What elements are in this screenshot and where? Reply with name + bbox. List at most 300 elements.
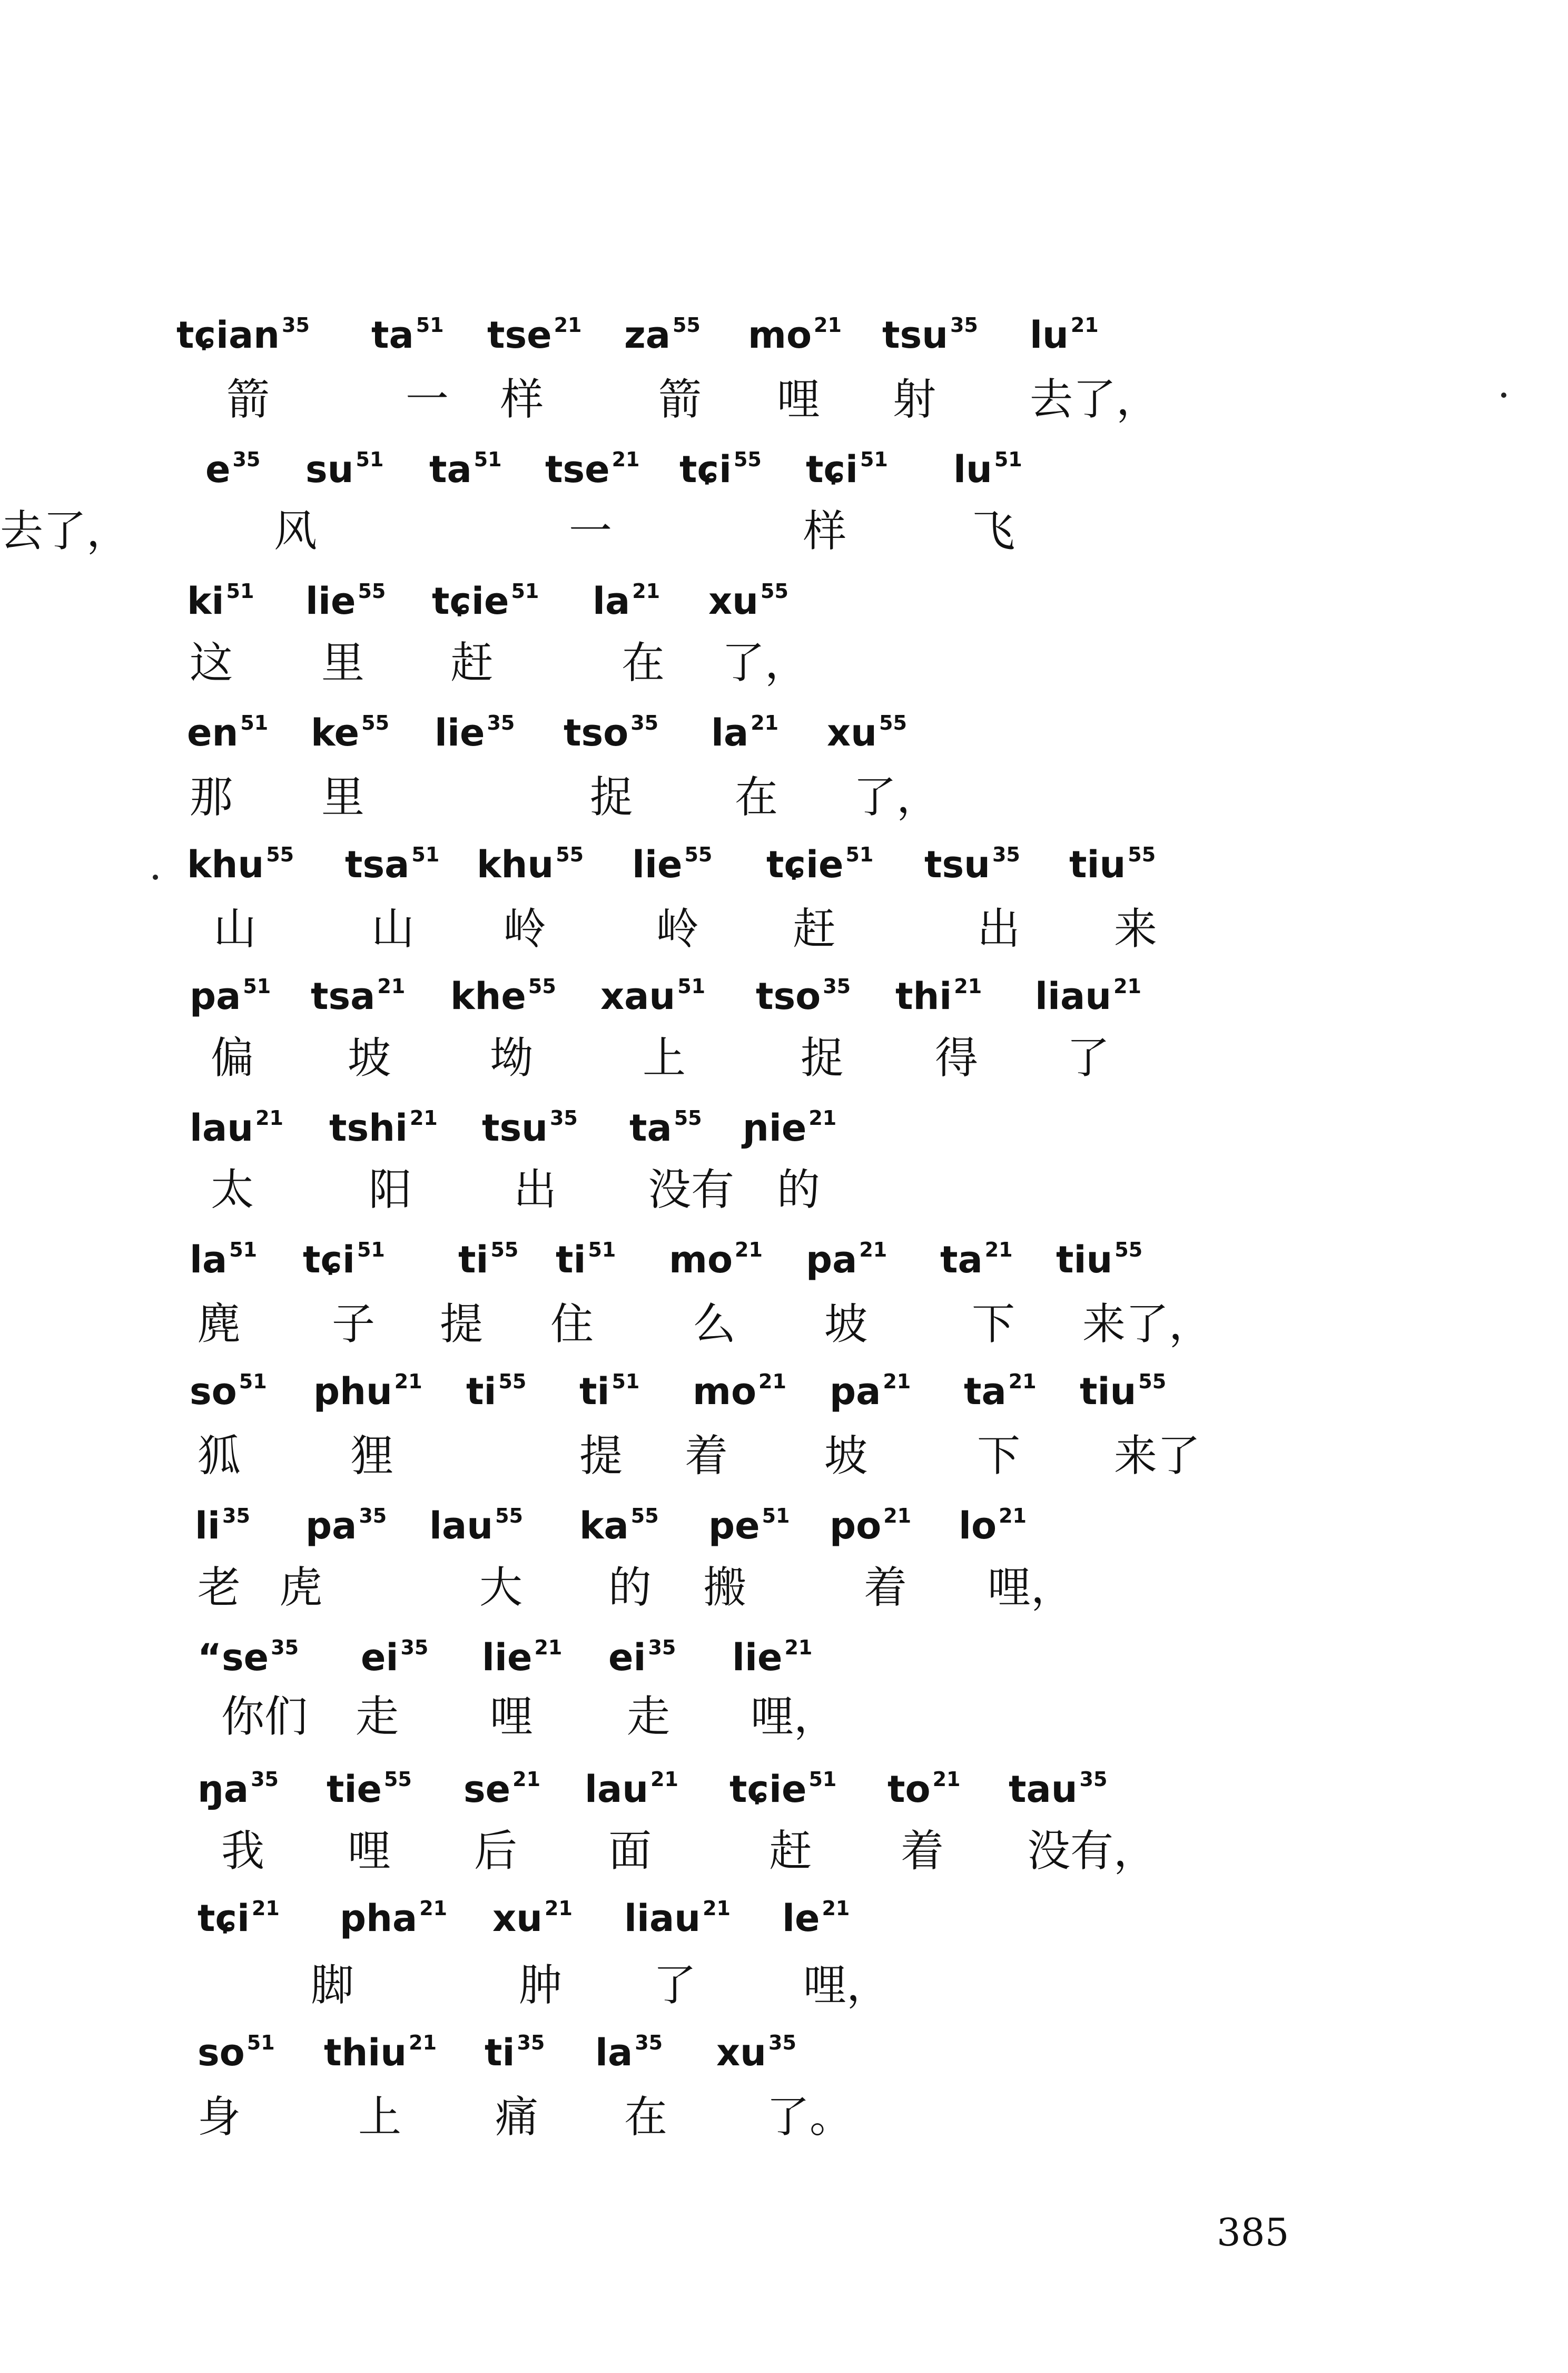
tone-number: 35 bbox=[400, 1636, 429, 1659]
tone-number: 21 bbox=[255, 1106, 283, 1130]
gloss-word: 箭 bbox=[658, 375, 702, 425]
tone-number: 21 bbox=[883, 1370, 911, 1393]
ipa-segment: tie bbox=[327, 1768, 382, 1811]
ipa-segment: ta bbox=[371, 313, 414, 357]
ipa-syllable bbox=[435, 711, 515, 754]
tone-number: 35 bbox=[1079, 1768, 1108, 1791]
gloss-word: 出 bbox=[514, 1165, 557, 1215]
gloss-word: 么 bbox=[693, 1299, 736, 1349]
ipa-segment: ta bbox=[429, 448, 472, 491]
tone-number: 21 bbox=[1113, 975, 1141, 998]
gloss-word: 提 bbox=[440, 1299, 484, 1349]
gloss-word: 样 bbox=[500, 375, 544, 425]
ipa-syllable bbox=[624, 1897, 731, 1940]
ipa-segment: liau bbox=[624, 1897, 701, 1940]
tone-number: 21 bbox=[1070, 313, 1099, 337]
ipa-segment: phu bbox=[313, 1370, 392, 1413]
ipa-segment: xu bbox=[492, 1897, 543, 1940]
ipa-segment: ti bbox=[556, 1238, 586, 1281]
gloss-word: 提 bbox=[579, 1431, 623, 1481]
tone-number: 51 bbox=[226, 580, 254, 603]
gloss-word: 着 bbox=[901, 1826, 944, 1876]
ipa-syllable bbox=[190, 975, 271, 1018]
ipa-syllable bbox=[629, 1106, 702, 1150]
ipa-syllable bbox=[766, 843, 874, 886]
ipa-syllable bbox=[708, 580, 788, 623]
tone-number: 35 bbox=[487, 711, 515, 734]
ipa-segment: tso bbox=[756, 975, 821, 1018]
tone-number: 55 bbox=[672, 313, 701, 337]
ipa-syllable bbox=[485, 2031, 545, 2074]
tone-number: 55 bbox=[761, 580, 788, 603]
ipa-syllable bbox=[1009, 1768, 1108, 1811]
ipa-syllable bbox=[748, 313, 842, 357]
gloss-word: 在 bbox=[735, 772, 778, 822]
tone-number: 35 bbox=[282, 313, 310, 337]
ipa-segment: tɕi bbox=[679, 448, 732, 491]
gloss-line bbox=[0, 1820, 1568, 1894]
ipa-line bbox=[0, 1494, 1568, 1567]
ipa-segment: tɕie bbox=[432, 580, 509, 623]
ipa-segment: tiu bbox=[1056, 1238, 1113, 1281]
ipa-segment: tse bbox=[545, 448, 610, 491]
gloss-word: 狸 bbox=[350, 1431, 394, 1481]
ipa-syllable bbox=[579, 1504, 659, 1547]
gloss-line bbox=[0, 2086, 1568, 2160]
ipa-line bbox=[0, 964, 1568, 1038]
gloss-word: 样 bbox=[803, 506, 847, 556]
gloss-word: 山 bbox=[213, 904, 257, 954]
gloss-line bbox=[0, 369, 1568, 443]
ipa-syllable bbox=[464, 1768, 541, 1811]
ipa-line bbox=[0, 303, 1568, 377]
ipa-line bbox=[0, 1886, 1568, 1960]
gloss-line bbox=[0, 1955, 1568, 2028]
ipa-segment: tɕi bbox=[806, 448, 858, 491]
gloss-word: 的 bbox=[608, 1563, 652, 1613]
gloss-word: 在 bbox=[624, 2092, 668, 2142]
ipa-segment: en bbox=[187, 711, 239, 754]
ipa-segment: ta bbox=[964, 1370, 1007, 1413]
ipa-syllable bbox=[1030, 313, 1099, 357]
tone-number: 51 bbox=[411, 843, 440, 866]
ipa-syllable bbox=[187, 843, 294, 886]
ipa-segment: la bbox=[593, 580, 630, 623]
gloss-word: 坡 bbox=[824, 1431, 868, 1481]
ipa-segment: xu bbox=[827, 711, 877, 754]
ipa-syllable bbox=[579, 1370, 640, 1413]
gloss-word: 岭 bbox=[503, 904, 547, 954]
ipa-segment: za bbox=[624, 313, 670, 357]
ipa-segment: su bbox=[305, 448, 354, 491]
tone-number: 21 bbox=[650, 1768, 678, 1791]
ink-speck bbox=[1501, 393, 1506, 398]
ipa-segment: ɲie bbox=[743, 1106, 807, 1150]
ipa-syllable bbox=[556, 1238, 616, 1281]
ipa-syllable bbox=[361, 1636, 429, 1679]
ipa-syllable bbox=[953, 448, 1022, 491]
ipa-syllable bbox=[190, 1106, 283, 1150]
tone-number: 21 bbox=[419, 1897, 448, 1920]
tone-number: 55 bbox=[495, 1504, 523, 1527]
tone-number: 55 bbox=[266, 843, 294, 866]
ipa-syllable bbox=[187, 580, 254, 623]
gloss-word: 下 bbox=[977, 1431, 1021, 1481]
ipa-segment: po bbox=[830, 1504, 882, 1547]
ipa-segment: ti bbox=[579, 1370, 610, 1413]
ipa-segment: lie bbox=[305, 580, 356, 623]
ipa-syllable bbox=[477, 843, 584, 886]
gloss-word: 身 bbox=[198, 2092, 241, 2142]
tone-number: 35 bbox=[251, 1768, 279, 1791]
ipa-syllable bbox=[827, 711, 907, 754]
ipa-syllable bbox=[1080, 1370, 1167, 1413]
ipa-syllable bbox=[595, 2031, 663, 2074]
tone-number: 21 bbox=[999, 1504, 1027, 1527]
gloss-line bbox=[0, 632, 1568, 706]
ipa-syllable bbox=[1056, 1238, 1143, 1281]
gloss-word: 没有 bbox=[648, 1165, 735, 1215]
ipa-syllable bbox=[1035, 975, 1141, 1018]
tone-number: 55 bbox=[1115, 1238, 1143, 1261]
tone-number: 51 bbox=[808, 1768, 837, 1791]
ink-speck bbox=[153, 875, 158, 880]
tone-number: 21 bbox=[703, 1897, 731, 1920]
tone-number: 55 bbox=[684, 843, 713, 866]
gloss-word: 你们 bbox=[221, 1692, 308, 1742]
ipa-syllable bbox=[450, 975, 556, 1018]
tone-number: 51 bbox=[677, 975, 706, 998]
ipa-segment: ka bbox=[579, 1504, 629, 1547]
tone-number: 21 bbox=[932, 1768, 961, 1791]
ipa-segment: tiu bbox=[1080, 1370, 1137, 1413]
ipa-segment: tso bbox=[564, 711, 629, 754]
tone-number: 51 bbox=[246, 2031, 275, 2054]
ipa-segment: tsu bbox=[882, 313, 948, 357]
ipa-syllable bbox=[895, 975, 982, 1018]
ipa-segment: thi bbox=[895, 975, 952, 1018]
gloss-word: 脚 bbox=[311, 1960, 354, 2011]
ipa-line bbox=[0, 437, 1568, 511]
ipa-segment: xau bbox=[600, 975, 676, 1018]
gloss-word: 后 bbox=[474, 1826, 518, 1876]
tone-number: 21 bbox=[751, 711, 779, 734]
ipa-segment: mo bbox=[693, 1370, 757, 1413]
tone-number: 51 bbox=[357, 1238, 385, 1261]
gloss-word: 偏 bbox=[211, 1033, 254, 1083]
tone-number: 35 bbox=[359, 1504, 387, 1527]
gloss-word: 得 bbox=[935, 1033, 979, 1083]
ipa-syllable bbox=[458, 1238, 519, 1281]
tone-number: 55 bbox=[879, 711, 907, 734]
gloss-word: 这 bbox=[190, 638, 233, 688]
ipa-syllable bbox=[492, 1897, 573, 1940]
gloss-word: 上 bbox=[643, 1033, 686, 1083]
ipa-syllable bbox=[732, 1636, 813, 1679]
tone-number: 35 bbox=[549, 1106, 578, 1130]
tone-number: 21 bbox=[534, 1636, 563, 1659]
tone-number: 21 bbox=[409, 2031, 437, 2054]
ipa-syllable bbox=[959, 1504, 1027, 1547]
gloss-line bbox=[0, 1557, 1568, 1631]
ipa-syllable bbox=[340, 1897, 448, 1940]
gloss-word: 一 bbox=[569, 506, 613, 556]
ipa-syllable bbox=[429, 1504, 523, 1547]
ipa-syllable bbox=[830, 1504, 912, 1547]
ipa-syllable bbox=[782, 1897, 850, 1940]
gloss-line bbox=[0, 767, 1568, 840]
gloss-word: 大 bbox=[479, 1563, 523, 1613]
ipa-line bbox=[0, 1096, 1568, 1170]
ipa-line bbox=[0, 1757, 1568, 1831]
gloss-word: 着 bbox=[864, 1563, 908, 1613]
ipa-segment: ki bbox=[187, 580, 224, 623]
tone-number: 21 bbox=[251, 1897, 280, 1920]
ipa-syllable bbox=[806, 1238, 887, 1281]
ipa-syllable bbox=[964, 1370, 1037, 1413]
gloss-word: 捉 bbox=[801, 1033, 844, 1083]
ipa-segment: ta bbox=[629, 1106, 672, 1150]
gloss-word: 哩， bbox=[751, 1692, 837, 1742]
ipa-segment: tiu bbox=[1069, 843, 1126, 886]
tone-number: 35 bbox=[648, 1636, 676, 1659]
tone-number: 51 bbox=[474, 448, 502, 471]
tone-number: 55 bbox=[358, 580, 386, 603]
ipa-segment: khu bbox=[477, 843, 554, 886]
ipa-line bbox=[0, 569, 1568, 643]
ipa-segment: tɕi bbox=[303, 1238, 355, 1281]
ipa-syllable bbox=[429, 448, 502, 491]
ipa-segment: mo bbox=[669, 1238, 733, 1281]
ipa-syllable bbox=[887, 1768, 961, 1811]
ipa-syllable bbox=[313, 1370, 422, 1413]
ipa-segment: ti bbox=[485, 2031, 515, 2074]
ipa-segment: e bbox=[205, 448, 231, 491]
gloss-word: 风 bbox=[274, 506, 318, 556]
ipa-syllable bbox=[600, 975, 706, 1018]
tone-number: 55 bbox=[674, 1106, 702, 1130]
ipa-syllable bbox=[756, 975, 851, 1018]
gloss-line bbox=[0, 1425, 1568, 1499]
ipa-line bbox=[0, 1228, 1568, 1301]
ipa-syllable bbox=[711, 711, 779, 754]
gloss-word: 走 bbox=[627, 1692, 670, 1742]
ipa-syllable bbox=[198, 1768, 279, 1811]
gloss-word: 去了， bbox=[0, 506, 130, 556]
gloss-word: 老 bbox=[198, 1563, 241, 1613]
gloss-word: 一 bbox=[406, 375, 449, 425]
tone-number: 55 bbox=[528, 975, 556, 998]
tone-number: 21 bbox=[554, 313, 582, 337]
ipa-syllable bbox=[716, 2031, 796, 2074]
gloss-word: 上 bbox=[358, 2092, 402, 2142]
ipa-syllable bbox=[482, 1106, 578, 1150]
gloss-line bbox=[0, 1293, 1568, 1367]
ipa-syllable bbox=[669, 1238, 763, 1281]
gloss-line bbox=[0, 1027, 1568, 1101]
gloss-word: 哩 bbox=[777, 375, 821, 425]
ipa-segment: lo bbox=[959, 1504, 997, 1547]
tone-number: 55 bbox=[383, 1768, 412, 1791]
ipa-segment: pa bbox=[190, 975, 241, 1018]
ipa-segment: lau bbox=[429, 1504, 494, 1547]
gloss-word: 走 bbox=[356, 1692, 399, 1742]
tone-number: 21 bbox=[822, 1897, 850, 1920]
gloss-word: 了。 bbox=[766, 2092, 853, 2142]
ipa-syllable bbox=[593, 580, 660, 623]
gloss-word: 了 bbox=[653, 1960, 697, 2011]
gloss-word: 去了， bbox=[1030, 375, 1160, 425]
gloss-word: 岭 bbox=[656, 904, 699, 954]
gloss-word: 住 bbox=[550, 1299, 594, 1349]
gloss-word: 痛 bbox=[495, 2092, 539, 2142]
gloss-word: 出 bbox=[977, 904, 1021, 954]
tone-number: 35 bbox=[992, 843, 1020, 866]
gloss-word: 赶 bbox=[450, 638, 494, 688]
tone-number: 55 bbox=[630, 1504, 659, 1527]
ipa-segment: tɕie bbox=[766, 843, 844, 886]
ipa-segment: la bbox=[190, 1238, 228, 1281]
gloss-word: 赶 bbox=[793, 904, 836, 954]
tone-number: 35 bbox=[823, 975, 851, 998]
ipa-segment: liau bbox=[1035, 975, 1112, 1018]
ipa-syllable bbox=[679, 448, 762, 491]
ipa-segment: lu bbox=[1030, 313, 1069, 357]
ipa-segment: lie bbox=[632, 843, 683, 886]
gloss-word: 没有， bbox=[1027, 1826, 1157, 1876]
ipa-syllable bbox=[466, 1370, 527, 1413]
ipa-segment: pha bbox=[340, 1897, 418, 1940]
gloss-word: 捉 bbox=[590, 772, 634, 822]
tone-number: 51 bbox=[762, 1504, 790, 1527]
gloss-word: 飞 bbox=[972, 506, 1015, 556]
gloss-word: 搬 bbox=[703, 1563, 747, 1613]
ipa-segment: se bbox=[464, 1768, 511, 1811]
tone-number: 21 bbox=[954, 975, 982, 998]
ipa-line bbox=[0, 1359, 1568, 1433]
ipa-segment: ti bbox=[458, 1238, 489, 1281]
ipa-syllable bbox=[585, 1768, 678, 1811]
ipa-syllable bbox=[205, 448, 261, 491]
ipa-segment: ei bbox=[361, 1636, 399, 1679]
ipa-syllable bbox=[324, 2031, 437, 2074]
ipa-syllable bbox=[806, 448, 888, 491]
tone-number: 21 bbox=[883, 1504, 912, 1527]
ipa-segment: tsa bbox=[345, 843, 410, 886]
tone-number: 21 bbox=[612, 448, 640, 471]
gloss-word: 那 bbox=[190, 772, 233, 822]
gloss-word: 坡 bbox=[824, 1299, 868, 1349]
gloss-word: 虎 bbox=[279, 1563, 323, 1613]
gloss-word: 哩， bbox=[803, 1960, 890, 2011]
tone-number: 35 bbox=[635, 2031, 663, 2054]
ipa-syllable bbox=[545, 448, 640, 491]
ipa-syllable bbox=[708, 1504, 790, 1547]
ipa-syllable bbox=[198, 1897, 280, 1940]
ipa-segment: lie bbox=[482, 1636, 532, 1679]
tone-number: 35 bbox=[222, 1504, 250, 1527]
ipa-segment: khe bbox=[450, 975, 526, 1018]
ipa-syllable bbox=[305, 448, 384, 491]
tone-number: 21 bbox=[377, 975, 406, 998]
gloss-word: 坳 bbox=[490, 1033, 534, 1083]
ipa-syllable bbox=[195, 1504, 250, 1547]
ipa-segment: to bbox=[887, 1768, 931, 1811]
gloss-line bbox=[0, 1159, 1568, 1233]
gloss-word: 哩 bbox=[348, 1826, 391, 1876]
ipa-segment: la bbox=[711, 711, 749, 754]
ipa-syllable bbox=[198, 1636, 299, 1679]
tone-number: 35 bbox=[517, 2031, 545, 2054]
ipa-syllable bbox=[305, 580, 386, 623]
ipa-syllable bbox=[187, 711, 269, 754]
tone-number: 55 bbox=[490, 1238, 519, 1261]
ipa-line bbox=[0, 2021, 1568, 2094]
tone-number: 51 bbox=[511, 580, 539, 603]
tone-number: 55 bbox=[498, 1370, 527, 1393]
gloss-word: 肿 bbox=[519, 1960, 563, 2011]
tone-number: 21 bbox=[632, 580, 660, 603]
gloss-word: 来了， bbox=[1082, 1299, 1212, 1349]
ipa-segment: tau bbox=[1009, 1768, 1078, 1811]
ipa-syllable bbox=[198, 2031, 275, 2074]
ipa-syllable bbox=[940, 1238, 1013, 1281]
ipa-line bbox=[0, 701, 1568, 774]
ipa-syllable bbox=[743, 1106, 837, 1150]
ipa-segment: thiu bbox=[324, 2031, 407, 2074]
gloss-word: 了， bbox=[722, 638, 808, 688]
ipa-syllable bbox=[190, 1238, 258, 1281]
gloss-word: 哩 bbox=[490, 1692, 534, 1742]
gloss-word: 了， bbox=[853, 772, 940, 822]
tone-number: 21 bbox=[409, 1106, 438, 1130]
ipa-segment: xu bbox=[708, 580, 758, 623]
gloss-word: 我 bbox=[221, 1826, 265, 1876]
gloss-word: 麂 bbox=[198, 1299, 241, 1349]
tone-number: 51 bbox=[860, 448, 888, 471]
gloss-word: 里 bbox=[321, 772, 365, 822]
gloss-word: 坡 bbox=[348, 1033, 391, 1083]
tone-number: 51 bbox=[356, 448, 384, 471]
tone-number: 21 bbox=[814, 313, 842, 337]
ipa-segment: pa bbox=[305, 1504, 357, 1547]
tone-number: 21 bbox=[984, 1238, 1013, 1261]
ipa-segment: xu bbox=[716, 2031, 766, 2074]
ipa-segment: pa bbox=[830, 1370, 881, 1413]
ipa-segment: ke bbox=[311, 711, 360, 754]
ipa-syllable bbox=[327, 1768, 412, 1811]
gloss-word: 来 bbox=[1114, 904, 1158, 954]
tone-number: 51 bbox=[243, 975, 271, 998]
gloss-word: 狐 bbox=[198, 1431, 241, 1481]
ipa-syllable bbox=[924, 843, 1020, 886]
ipa-syllable bbox=[190, 1370, 267, 1413]
tone-number: 35 bbox=[232, 448, 261, 471]
ipa-syllable bbox=[432, 580, 539, 623]
tone-number: 51 bbox=[612, 1370, 640, 1393]
ipa-segment: khu bbox=[187, 843, 264, 886]
tone-number: 35 bbox=[271, 1636, 299, 1659]
gloss-word: 面 bbox=[608, 1826, 652, 1876]
ipa-segment: ti bbox=[466, 1370, 497, 1413]
ipa-segment: tsu bbox=[482, 1106, 548, 1150]
ipa-segment: ei bbox=[608, 1636, 646, 1679]
ipa-syllable bbox=[729, 1768, 837, 1811]
tone-number: 55 bbox=[1138, 1370, 1167, 1393]
gloss-word: 了 bbox=[1067, 1033, 1110, 1083]
ipa-syllable bbox=[564, 711, 659, 754]
tone-number: 21 bbox=[784, 1636, 813, 1659]
